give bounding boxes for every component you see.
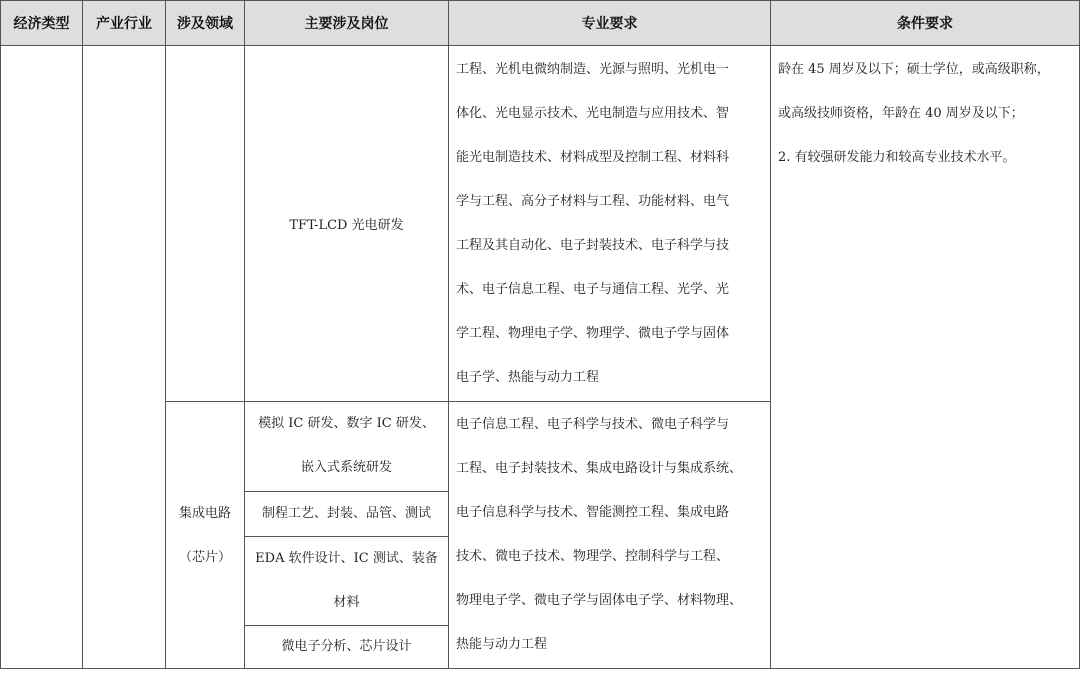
header-economic-type: 经济类型 [1, 1, 82, 45]
position-line: 模拟 IC 研发、数字 IC 研发、 [258, 416, 435, 431]
field-line: 集成电路 [178, 506, 231, 521]
major-line: 电子信息科学与技术、智能测控工程、集成电路 [456, 505, 730, 520]
position-line: 嵌入式系统研发 [300, 460, 392, 475]
column-rule-1 [82, 0, 83, 669]
field-line: （芯片） [178, 550, 231, 565]
conditions-cell [778, 48, 1076, 180]
table-border-top [0, 0, 1080, 1]
header-conditions: 条件要求 [771, 1, 1079, 45]
position-line: EDA 软件设计、IC 测试、装备 [255, 551, 438, 566]
conditions-line: 龄在 45 周岁及以下；硕士学位，或高级职称， [778, 62, 1050, 77]
major-cell-section-2 [456, 403, 768, 667]
position-cell-ic-4 [245, 626, 448, 668]
column-rule-4 [448, 0, 449, 669]
header-field: 涉及领域 [166, 1, 244, 45]
column-rule-0 [0, 0, 1, 669]
major-line: 学与工程、高分子材料与工程、功能材料、电气 [456, 194, 730, 209]
position-line: 制程工艺、封装、品管、测试 [261, 506, 431, 521]
header-major: 专业要求 [449, 1, 770, 45]
position-cell-ic-3 [245, 537, 448, 625]
major-cell-section-1 [456, 48, 768, 400]
position-line: 微电子分析、芯片设计 [281, 639, 412, 654]
conditions-line: 或高级技师资格，年龄在 40 周岁及以下； [778, 106, 1024, 121]
major-line: 体化、光电显示技术、光电制造与应用技术、智 [456, 106, 730, 121]
field-cell-ic [166, 492, 244, 580]
major-line: 电子信息工程、电子科学与技术、微电子科学与 [456, 417, 730, 432]
header-industry: 产业行业 [83, 1, 165, 45]
major-line: 物理电子学、微电子学与固体电子学、材料物理、 [456, 593, 743, 608]
position-cell-ic-2 [245, 492, 448, 536]
major-line: 学工程、物理电子学、物理学、微电子学与固体 [456, 326, 730, 341]
major-line: 技术、微电子技术、物理学、控制科学与工程、 [456, 549, 730, 564]
header-positions: 主要涉及岗位 [245, 1, 448, 45]
position-line: 材料 [333, 595, 360, 610]
position-cell-tft-lcd [245, 46, 448, 401]
header-divider [0, 45, 1080, 46]
column-rule-5 [770, 0, 771, 669]
major-line: 热能与动力工程 [456, 637, 548, 652]
major-line: 术、电子信息工程、电子与通信工程、光学、光 [456, 282, 730, 297]
major-line: 能光电制造技术、材料成型及控制工程、材料科 [456, 150, 730, 165]
position-cell-ic-1 [245, 402, 448, 490]
major-line: 工程、电子封装技术、集成电路设计与集成系统、 [456, 461, 743, 476]
major-line: 工程、光机电微纳制造、光源与照明、光机电一 [456, 62, 730, 77]
table-border-bottom [0, 668, 1080, 669]
major-line: 电子学、热能与动力工程 [456, 370, 600, 385]
major-line: 工程及其自动化、电子封装技术、电子科学与技 [456, 238, 730, 253]
position-text: TFT-LCD 光电研发 [289, 218, 404, 233]
conditions-line: 2. 有较强研发能力和较高专业技术水平。 [778, 150, 1016, 165]
